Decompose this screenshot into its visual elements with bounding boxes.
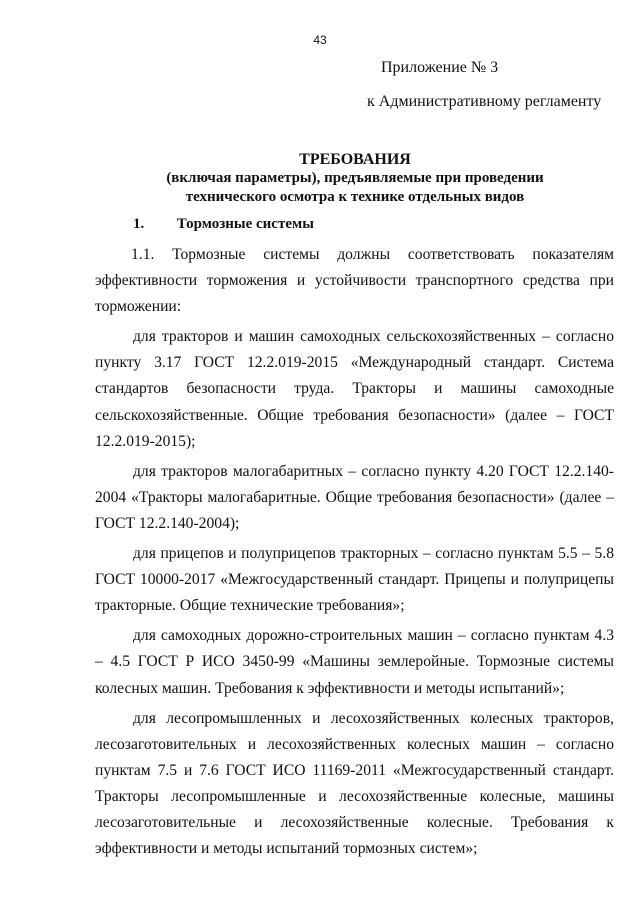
paragraph: для тракторов и машин самоходных сельскохозяйственных – согласно пункту 3.17 ГОСТ 12.2.019-2015 «Международный стандарт. Система стандартов безопасности труда. Тракторы и машины самоходные сельскохозяйственные. Общие требования безопасности» (далее – ГОСТ 12.2.019-2015); xyxy=(95,328,614,450)
appendix-reference: к Административному регламенту xyxy=(367,93,602,110)
paragraph: 1.1. Тормозные системы должны соответствовать показателям эффективности торможения и устойчивости транспортного средства при торможении: xyxy=(95,246,614,316)
body-text xyxy=(95,242,614,866)
page-number: 43 xyxy=(313,33,327,47)
paragraph: для тракторов малогабаритных – согласно пункту 4.20 ГОСТ 12.2.140-2004 «Тракторы малогабаритные. Общие требования безопасности» (далее – ГОСТ 12.2.140-2004); xyxy=(95,462,614,532)
title-line-3: технического осмотра к технике отдельных видов xyxy=(185,189,525,205)
paragraph: для лесопромышленных и лесохозяйственных колесных тракторов, лесозаготовительных и лесохозяйственных колесных машин – согласно пунктам 7.5 и 7.6 ГОСТ ИСО 11169-2011 «Межгосударственный стандарт. Тракторы лесопромышленные и лесохозяйственные колесные, машины лесозаготовительные и лесохозяйственные колесные. Требования к эффективности и методы испытаний тормозных систем»; xyxy=(95,709,614,858)
paragraph: для прицепов и полуприцепов тракторных – согласно пунктам 5.5 – 5.8 ГОСТ 10000-2017 «Межгосударственный стандарт. Прицепы и полуприцепы тракторные. Общие технические требования»; xyxy=(95,545,614,615)
section-title: Тормозные системы xyxy=(176,216,314,232)
title-line-2: (включая параметры), предъявляемые при проведении xyxy=(166,170,544,186)
paragraph: для самоходных дорожно-строительных машин – согласно пунктам 4.3 – 4.5 ГОСТ Р ИСО 3450-99 «Машины землеройные. Тормозные системы колесных машин. Требования к эффективности и методы испытаний»; xyxy=(95,627,614,697)
appendix-number: Приложение № 3 xyxy=(381,59,499,76)
document-title xyxy=(90,150,620,207)
section-heading xyxy=(133,216,314,233)
title-main: ТРЕБОВАНИЯ xyxy=(299,151,411,168)
section-number: 1. xyxy=(133,216,145,232)
